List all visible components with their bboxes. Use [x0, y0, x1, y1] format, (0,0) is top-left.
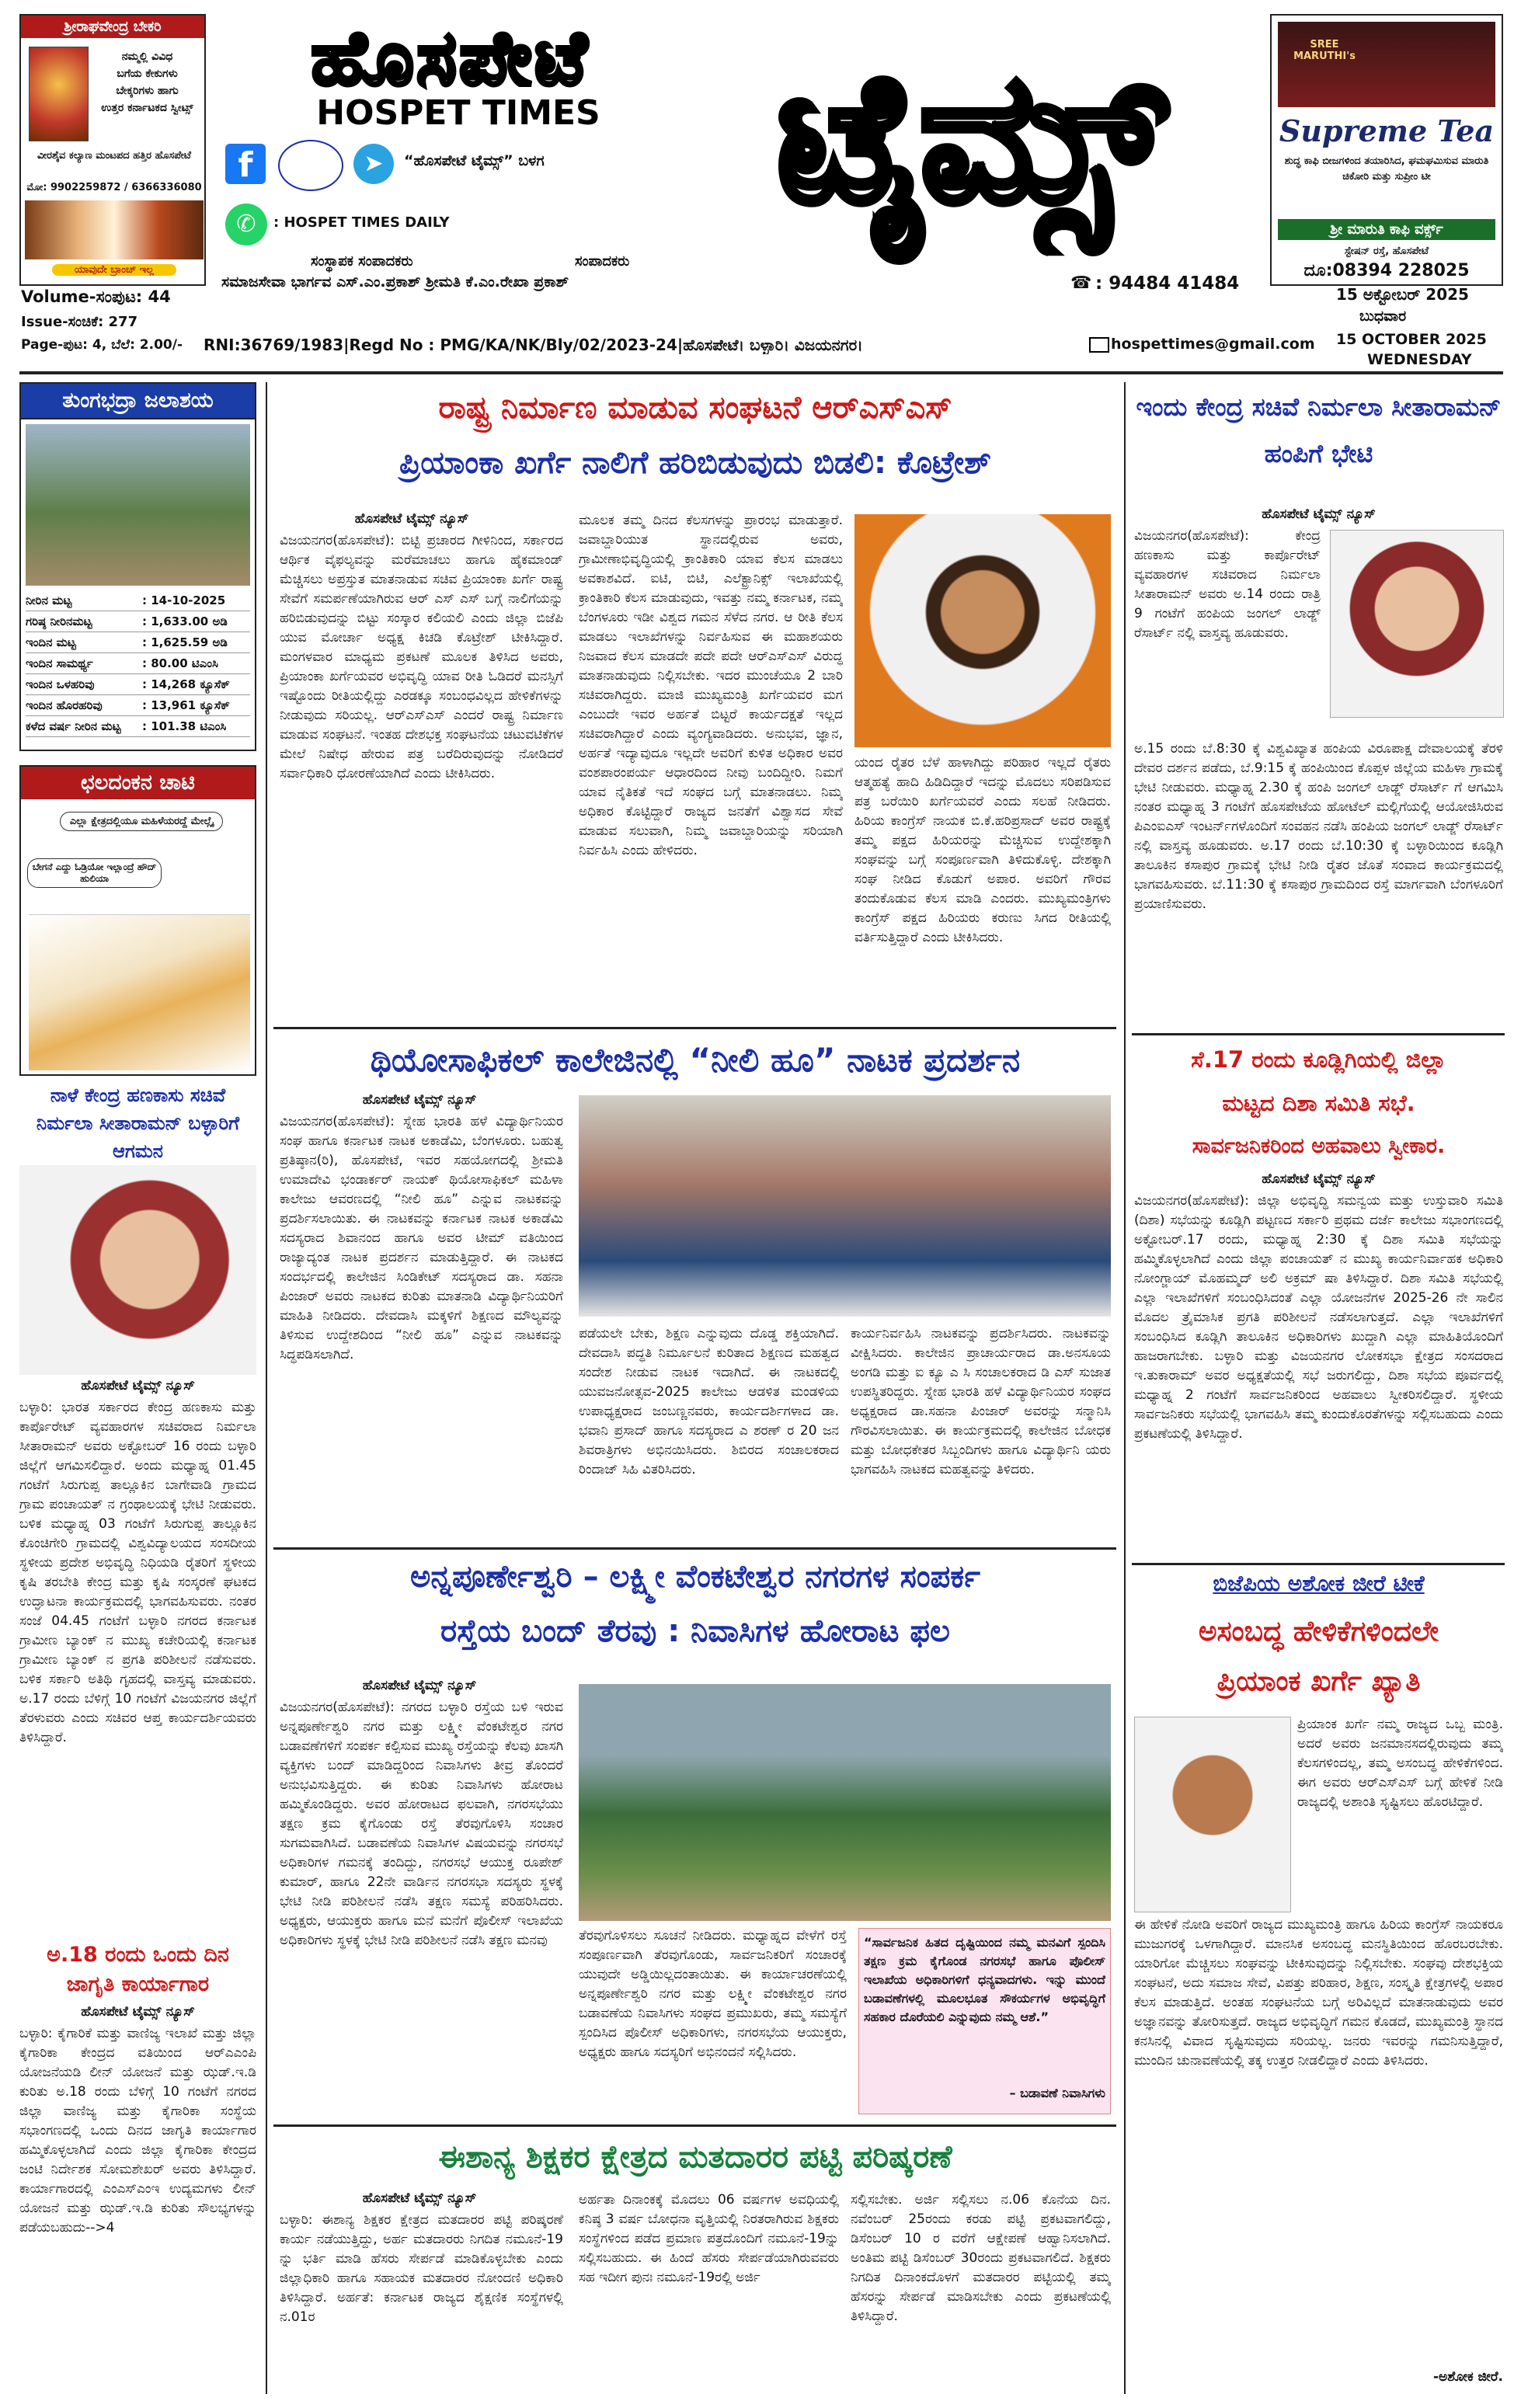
dam-row-label: ಇಂದಿನ ಒಳಹರಿವು: [26, 677, 95, 691]
dam-row-label: ಇಂದಿನ ಹೊರಹರಿವು: [26, 698, 103, 712]
hampi-body-1: ವಿಜಯನಗರ(ಹೊಸಪೇಟೆ): ಕೇಂದ್ರ ಹಣಕಾಸು ಮತ್ತು ಕಾರ್ಪೊರೇಟ್ ವ್ಯವಹಾರಗಳ ಸಚಿವರಾದ ನಿರ್ಮಲಾ ಸೀತಾರಾಮನ್ ಅವರು ಅ.14 ರಂದು ರಾತ್ರಿ 9 ಗಂಟೆಗೆ ಹಂಪಿಯ ಜಂಗಲ್ ಲಾಡ್ಜ್ ರೆಸಾರ್ಟ್ ನಲ್ಲಿ ವಾಸ್ತವ್ಯ ಹೂಡುವರು.: [1134, 528, 1321, 641]
voter-col1: ಬಳ್ಳಾರಿ: ಈಶಾನ್ಯ ಶಿಕ್ಷಕರ ಕ್ಷೇತ್ರದ ಮತದಾರರ ಪಟ್ಟಿ ಪರಿಷ್ಕರಣೆ ಕಾರ್ಯ ನಡೆಯುತ್ತಿದ್ದು, ಅರ್ಹ ಮತದಾರರು ನಿಗದಿತ ನಮೂನೆ-19 ನ್ನು ಭರ್ತಿ ಮಾಡಿ ಹೆಸರು ಸೇರ್ಪಡೆ ಮಾಡಿಕೊಳ್ಳಬೇಕು ಎಂದು ಜಿಲ್ಲಾಧಿಕಾರಿ ಹಾಗೂ ಸಹಾಯಕ ಮತದಾರರ ನೋಂದಣಿ ಅಧಿಕಾರಿ ತಿಳಿಸಿದ್ದಾರೆ. ಅರ್ಹತೆ: ಕರ್ನಾಟಕ ರಾಜ್ಯದ ಶೈಕ್ಷಣಿಕ ಸಂಸ್ಥೆಗಳಲ್ಲಿ ನ.01ರ: [280, 2212, 563, 2325]
section-rule: [1132, 1033, 1505, 1035]
dam-table-row: [26, 695, 250, 716]
dam-table-row: [26, 716, 250, 737]
bakery-ad-mobile: ಮೋ: 9902259872 / 6366336080: [26, 182, 202, 193]
road-quote-box: [858, 1928, 1111, 2114]
dam-table-row: [26, 632, 250, 653]
lead-col2: ಮೂಲಕ ತಮ್ಮ ದಿನದ ಕೆಲಸಗಳನ್ನು ಪ್ರಾರಂಭ ಮಾಡುತ್ತಾರೆ. ಜವಾಬ್ದಾರಿಯುತ ಸ್ಥಾನದಲ್ಲಿರುವ ಅವರು, ಗ್ರಾಮೀಣಾಭಿವೃದ್ಧಿಯಲ್ಲಿ ಕ್ರಾಂತಿಕಾರಿ ಯಾವ ಕೆಲಸ ಮಾಡಲು ಅವಕಾಶವಿದೆ. ಐಟಿ, ಬಿಟಿ, ಎಲೆಕ್ಟ್ರಾನಿಕ್ಸ್ ಇಲಾಖೆಯಲ್ಲಿ ಕ್ರಾಂತಿಕಾರಿ ಕೆಲಸ ಮಾಡುವುದು, ಇವತ್ತು ನಮ್ಮ ಕರ್ನಾಟಕ, ನಮ್ಮ ಬೆಂಗಳೂರು ಇಡೀ ವಿಶ್ವದ ಗಮನ ಸೆಳೆದ ನಗರ. ಆ ರೀತಿ ಕೆಲಸ ಮಾಡಲು ಇಲಾಖೆಗಳನ್ನು ನಿರ್ವಹಿಸುವ ಈ ಮಹಾಶಯರು ನಿಜವಾದ ಕೆಲಸ ಮಾಡದೇ ಪದೇ ಪದೇ ಆರ್‌ಎಸ್‌ಎಸ್ ವಿರುದ್ಧ ಮಾತನಾಡುವುದು ನಿಲ್ಲಿಸಬೇಕು. ಇದರ ಮುಂಚೆಯೂ 2 ಬಾರಿ ಸಚಿವರಾಗಿದ್ದರು. ಮಾಜಿ ಮುಖ್ಯಮಂತ್ರಿ ಖರ್ಗೆಯವರ ಮಗ ಎಂಬುದೇ ಇವರ ಅರ್ಹತೆ ಬಿಟ್ಟರೆ ಕಾರ್ಯದಕ್ಷತೆ ಇಲ್ಲದ ಸಚಿವರಾಗಿದ್ದಾರೆ ಎಂದು ವ್ಯಂಗ್ಯವಾಡಿದರು. ಅನುಭವ, ಜ್ಞಾನ, ಅರ್ಹತೆ ಇದ್ಯಾವುದೂ ಇಲ್ಲದೇ ಅವರಿಗೆ ಕುಳಿತ ಅಧಿಕಾರ ಅವರ ವಂಶಪಾರಂಪರ್ಯ ಆಧಾರದಿಂದ ನೀವು ಬಂದಿದ್ದೀರಿ. ನಿಮಗೆ ಯಾವ ನೈತಿಕತೆ ಇದೆ ಸಂಘದ ಬಗ್ಗೆ ಮಾತನಾಡಲು. ನಿಮ್ಮ ಅಧಿಕಾರ ಕೊಟ್ಟಿದ್ದಾರೆ ರಾಜ್ಯದ ಜನತೆಗೆ ವಿಶ್ವಾಸದ ಸೇವೆ ಮಾಡುವ ಸಲುವಾಗಿ, ನಿಮ್ಮ ಜವಾಬ್ದಾರಿಯನ್ನು ಸರಿಯಾಗಿ ನಿರ್ವಹಿಸಿ ಎಂದು ಹೇಳಿದರು.: [579, 513, 843, 858]
road-byline: ಹೊಸಪೇಟೆ ಟೈಮ್ಸ್ ನ್ಯೂಸ್: [362, 1678, 477, 1693]
tea-ad-product: Supreme Tea: [1279, 113, 1495, 148]
bjp-signoff: -ಅಶೋಕ ಜೀರೆ.: [1432, 2369, 1503, 2385]
theatre-photo: [579, 1095, 1111, 1317]
hampi-title: ಇಂದು ಕೇಂದ್ರ ಸಚಿವೆ ನಿರ್ಮಲಾ ಸೀತಾರಾಮನ್ ಹಂಪಿಗೆ ಭೇಟಿ: [1136, 392, 1502, 468]
hospet-times-badge-icon: [278, 140, 343, 191]
dam-row-value: : 14-10-2025: [142, 593, 226, 607]
dam-row-label: ನೀರಿನ ಮಟ್ಟ: [26, 593, 72, 607]
lead-col1: ವಿಜಯನಗರ(ಹೊಸಪೇಟೆ): ಬಿಟ್ಟಿ ಪ್ರಚಾರದ ಗೀಳಿನಿಂದ, ಸರ್ಕಾರದ ಆರ್ಥಿಕ ವೈಫಲ್ಯವನ್ನು ಮರೆಮಾಚಲು ಹಾಗೂ ಹೈಕಮಾಂಡ್ ಮೆಚ್ಚಿಸಲು ಅಪ್ರಸ್ತುತ ಮಾತನಾಡುವ ಸಚಿವ ಪ್ರಿಯಾಂಕಾ ಖರ್ಗೆ ರಾಷ್ಟ್ರ ಸೇವೆಗೆ ಸಮರ್ಪಣೆಯಾಗಿರುವ ಆರ್ ಎಸ್ ಎಸ್ ಬಗ್ಗೆ ನಾಲಿಗೆಯನ್ನು ಹರಿಬಿಡುವುದನ್ನು ಬಿಟ್ಟು ಸಂಸ್ಕಾರ ಕಲಿಯಲಿ ಎಂದು ಜಿಲ್ಲಾ ಬಿಜೆಪಿ ಯುವ ಮೋರ್ಚಾ ಅಧ್ಯಕ್ಷ ಕಿಚಡಿ ಕೊಟ್ರೇಶ್ ಟೀಕಿಸಿದ್ದಾರೆ. ಮಂಗಳವಾರ ಮಾಧ್ಯಮ ಪ್ರಕಟಣೆ ಮೂಲಕ ತಿಳಿಸಿದ ಅವರು, ಪ್ರಿಯಾಂಕಾ ಖರ್ಗೆಯವರ ಅಭಿವೃದ್ಧಿ ಯಾವ ರೀತಿ ಓಡಿದರೆ ಮನಸ್ಸಿಗೆ ಇಷ್ಟೊಂದು ರೀತಿಯಲ್ಲಿದ್ದು ಎರಡಕ್ಕೂ ಸಂಬಂಧವಿಲ್ಲದ ಹೇಳಿಕೆಗಳನ್ನು ನೀಡುವುದು ಸರಿಯಲ್ಲ. ಆರ್‌ಎಸ್‌ಎಸ್ ಎಂದರೆ ರಾಷ್ಟ್ರ ನಿರ್ಮಾಣ ಮಾಡುವ ಸಂಘಟನೆ. ಇಂತಹ ದೇಶಭಕ್ತ ಸಂಘಟನೆಯ ಚಟುವಟಿಕೆಗಳ ಮೇಲೆ ನಿಷೇಧ ಹೇರುವ ಪತ್ರ ಬರೆದಿರುವುದನ್ನು ನೋಡಿದರೆ ಸರ್ವಾಧಿಕಾರಿ ಧೋರಣೆಯಾಗಿದೆ ಎಂದು ಟೀಕಿಸಿದರು.: [280, 533, 563, 781]
page-price-label: Page-ಪುಟ: 4, ಬೆಲೆ: 2.00/-: [21, 337, 183, 353]
section-rule: [273, 2124, 1116, 2127]
dam-table-row: [26, 590, 250, 611]
day-kannada: ಬುಧವಾರ: [1359, 308, 1407, 325]
road-quote-attribution: – ಬಡಾವಣೆ ನಿವಾಸಿಗಳು: [1009, 2086, 1105, 2100]
bakery-ad-line: ಉತ್ತರ ಕರ್ನಾಟಕದ ಸ್ವೀಟ್ಸ್: [101, 102, 193, 114]
dam-table-row: [26, 674, 250, 695]
date-kannada: 15 ಅಕ್ಟೋಬರ್ 2025: [1336, 285, 1469, 304]
left-column-divider: [266, 382, 267, 2394]
tea-pack-photo: [1278, 22, 1495, 107]
phone-icon: ☎: [1070, 273, 1092, 293]
dam-row-value: : 80.00 ಟಿಎಂಸಿ: [142, 656, 218, 670]
kotresh-photo: [854, 514, 1111, 747]
phone-number: : 94484 41484: [1095, 273, 1240, 294]
bakery-ad-line: ಬಗೆಯ ಕೇಕುಗಳು: [117, 68, 178, 80]
dam-photo: [26, 424, 250, 586]
road-title-line1: ಅನ್ನಪೂರ್ಣೇಶ್ವರಿ – ಲಕ್ಷ್ಮೀ ವೆಂಕಟೇಶ್ವರ ನಗರಗಳ ಸಂಪರ್ಕ: [410, 1559, 980, 1595]
right-column-divider: [1124, 382, 1126, 2394]
voter-byline: ಹೊಸಪೇಟೆ ಟೈಮ್ಸ್ ನ್ಯೂಸ್: [362, 2191, 477, 2206]
bjp-title-line1: ಅಸಂಬದ್ಧ ಹೇಳಿಕೆಗಳಿಂದಲೇ: [1198, 1616, 1439, 1648]
theatre-col2: ಪಡೆಯಲೇ ಬೇಕು, ಶಿಕ್ಷಣ ಎನ್ನುವುದು ದೊಡ್ಡ ಶಕ್ತಿಯಾಗಿದೆ. ದೇವದಾಸಿ ಪದ್ಧತಿ ನಿರ್ಮೂಲನೆ ಕುರಿತಾದ ಶಿಕ್ಷಣದ ಮಹತ್ವದ ಸಂದೇಶ ನೀಡುವ ನಾಟಕ ಇದಾಗಿದೆ. ಈ ನಾಟಕದಲ್ಲಿ ಯುವಜನೋತ್ಸವ-2025 ಕಾಲೇಜು ಆಡಳಿತ ಮಂಡಳಿಯ ಉಪಾಧ್ಯಕ್ಷರಾದ ಜಂಬಣ್ಣನವರು, ಕಾರ್ಯದರ್ಶಿಗಳಾದ ಡಾ. ಭವಾನಿ ಪ್ರಸಾದ್ ಹಾಗೂ ಸದಸ್ಯರಾದ ಎ ಶರಣ್ ರ 20 ಜನ ಶಿವರಾತ್ರಿಗಳು ಅಭಿನಯಿಸಿದರು. ಶಿಬಿರದ ಸಂಚಾಲಕರಾದ ರಿಂದಾಜ್ ಸಿಹಿ ವಿತರಿಸಿದರು.: [579, 1326, 839, 1477]
tea-ad-shop: ಶ್ರೀ ಮಾರುತಿ ಕಾಫಿ ವರ್ಕ್ಸ್: [1278, 219, 1495, 240]
disha-body: ವಿಜಯನಗರ(ಹೊಸಪೇಟೆ): ಜಿಲ್ಲಾ ಅಭಿವೃದ್ಧಿ ಸಮನ್ವಯ ಮತ್ತು ಉಸ್ತುವಾರಿ ಸಮಿತಿ (ದಿಶಾ) ಸಭೆಯನ್ನು ಕೂಡ್ಲಿಗಿ ಪಟ್ಟಣದ ಸರ್ಕಾರಿ ಪ್ರಥಮ ದರ್ಜೆ ಕಾಲೇಜು ಸಭಾಂಗಣದಲ್ಲಿ ಅಕ್ಟೋಬರ್.17 ರಂದು, ಮಧ್ಯಾಹ್ನ 2:30 ಕ್ಕೆ ದಿಶಾ ಸಮಿತಿ ಸಭೆಯನ್ನು ಹಮ್ಮಿಕೊಳ್ಳಲಾಗಿದೆ ಎಂದು ಜಿಲ್ಲಾ ಪಂಚಾಯತ್ ನ ಮುಖ್ಯ ಕಾರ್ಯನಿರ್ವಾಹಕ ಅಧಿಕಾರಿ ನೋಂಗ್ಜಾಯ್ ಮೊಹಮ್ಮದ್ ಅಲಿ ಅಕ್ರಮ್ ಷಾ ತಿಳಿಸಿದ್ದಾರೆ. ದಿಶಾ ಸಮಿತಿ ಸಭೆಯಲ್ಲಿ ಎಲ್ಲಾ ಇಲಾಖೆಗಳಿಗೆ ಸಂಬಂಧಿಸಿದಂತೆ ಎಲ್ಲಾ ಯೋಜನೆಗಳ 2025-26 ನೇ ಸಾಲಿನ ಮೊದಲ ತ್ರೈಮಾಸಿಕ ಪ್ರಗತಿ ಪರಿಶೀಲನೆ ನಡೆಸಲಾಗುತ್ತದೆ. ಎಲ್ಲಾ ಇಲಾಖೆಗಳಿಗೆ ಸಂಬಂಧಿಸಿದ ಕೂಡ್ಲಿಗಿ ತಾಲೂಕಿನ ಅಧಿಕಾರಿಗಳು ಖುದ್ದಾಗಿ ಎಲ್ಲಾ ಮಾಹಿತಿಯೊಂದಿಗೆ ಹಾಜರಾಗಬೇಕು. ಬಳ್ಳಾರಿ ಮತ್ತು ವಿಜಯನಗರ ಲೋಕಸಭಾ ಕ್ಷೇತ್ರದ ಸಂಸದರಾದ ಇ.ತುಕಾರಾಮ್ ಅವರ ಅಧ್ಯಕ್ಷತೆಯಲ್ಲಿ ಸಭೆ ಜರುಗಲಿದ್ದು, ದಿಶಾ ಸಭೆಯ ಪೂರ್ವದಲ್ಲಿ ಮಧ್ಯಾಹ್ನ 2 ಗಂಟೆಗೆ ಸಾರ್ವಜನಿಕರಿಂದ ಅಹವಾಲು ಸ್ವೀಕರಿಸಲಿದ್ದಾರೆ. ಸ್ಥಳೀಯ ಸಾರ್ವಜನಿಕರು ಸಭೆಯಲ್ಲಿ ಭಾಗವಹಿಸಿ ತಮ್ಮ ಕುಂದುಕೊರತೆಗಳನ್ನು ಸಲ್ಲಿಸಬಹುದು ಎಂದು ಪ್ರಕಟಣೆಯಲ್ಲಿ ತಿಳಿಸಿದ್ದಾರೆ.: [1134, 1193, 1503, 1442]
registration-line: RNI:36769/1983|Regd No : PMG/KA/NK/Bly/02/2023-24|ಹೊಸಪೇಟೆ। ಬಳ್ಳಾರಿ। ವಿಜಯನಗರ।: [204, 336, 863, 354]
theatre-col1: ವಿಜಯನಗರ(ಹೊಸಪೇಟೆ): ಸ್ನೇಹ ಭಾರತಿ ಹಳೆ ವಿದ್ಯಾರ್ಥಿನಿಯರ ಸಂಘ ಹಾಗೂ ಕರ್ನಾಟಕ ನಾಟಕ ಅಕಾಡೆಮಿ, ಬೆಂಗಳೂರು. ಬಹುತ್ವ ಪ್ರತಿಷ್ಠಾನ(ರಿ), ಹೊಸಪೇಟೆ, ಇವರ ಸಹಯೋಗದಲ್ಲಿ ಶ್ರೀಮತಿ ಉಮಾದೇವಿ ಭಂಡಾರ್ಕರ್ ನಾಯಕ್ ಥಿಯೋಸಾಫಿಕಲ್ ಮಹಿಳಾ ಕಾಲೇಜು ಆವರಣದಲ್ಲಿ “ನೀಲಿ ಹೂ” ಎನ್ನುವ ನಾಟಕವನ್ನು ಪ್ರದರ್ಶಿಸಲಾಯಿತು. ಈ ನಾಟಕವನ್ನು ಕರ್ನಾಟಕ ನಾಟಕ ಅಕಾಡೆಮಿ ಸದಸ್ಯರಾದ ಶಿವಾನಂದ ಹಾಗೂ ಅವರ ಟೀಮ್ ವತಿಯಿಂದ ರಾಜ್ಯಾದ್ಯಂತ ನಾಟಕ ಪ್ರದರ್ಶನ ಮಾಡುತ್ತಿದ್ದಾರೆ. ಈ ನಾಟಕದ ಸಂದರ್ಭದಲ್ಲಿ ಕಾಲೇಜಿನ ಸಿಂಡಿಕೇಟ್ ಸದಸ್ಯರಾದ ಡಾ. ಸಹನಾ ಪಿಂಜಾರ್ ಅವರು ನಾಟಕದ ಕುರಿತು ಮಾತನಾಡಿ ವಿದ್ಯಾರ್ಥಿನಿಯರಿಗೆ ಮಾಹಿತಿ ನೀಡಿದರು. ದೇವದಾಸಿ ಮಕ್ಕಳಿಗೆ ಶಿಕ್ಷಣದ ಮೌಲ್ಯವನ್ನು ತಿಳಿಸುವ ಉದ್ದೇಶದಿಂದ “ನೀಲಿ ಹೂ” ಎನ್ನುವ ನಾಟಕವನ್ನು ಸಿದ್ಧಪಡಿಸಲಾಗಿದೆ.: [280, 1114, 563, 1362]
cartoon-title: ಛಲದಂಕನ ಚಾಟಿ: [21, 767, 255, 799]
bakery-ad-line: ಬೇಕ್ಕರಿಗಳು ಹಾಗು: [116, 85, 179, 97]
dam-title: ತುಂಗಭದ್ರಾ ಜಲಾಶಯ: [21, 384, 255, 419]
disha-title-line1: ಸೆ.17 ರಂದು ಕೂಡ್ಲಿಗಿಯಲ್ಲಿ ಜಿಲ್ಲಾ: [1191, 1046, 1446, 1073]
ashok-jeere-photo: [1134, 1717, 1291, 1912]
masthead-english-title: HOSPET TIMES: [316, 93, 600, 133]
email-address[interactable]: hospettimes@gmail.com: [1111, 336, 1315, 353]
jail-story-title: ಅ.18 ರಂದು ಒಂದು ದಿನ ಜಾಗೃತಿ ಕಾರ್ಯಾಗಾರ: [47, 1943, 229, 1996]
founder-editors-label: ಸಂಸ್ಥಾಪಕ ಸಂಪಾದಕರು: [311, 253, 413, 270]
masthead-rule: [19, 371, 1503, 374]
jail-story-body: ಬಳ್ಳಾರಿ: ಕೈಗಾರಿಕೆ ಮತ್ತು ವಾಣಿಜ್ಯ ಇಲಾಖೆ ಮತ್ತು ಜಿಲ್ಲಾ ಕೈಗಾರಿಕಾ ಕೇಂದ್ರದ ವತಿಯಿಂದ ಆರ್‌ಎಎಂಪಿ ಯೋಜನೆಯಡಿ ಲೀನ್ ಯೋಜನೆ ಮತ್ತು ಝಡ್.ಇ.ಡಿ ಕುರಿತು ಅ.18 ರಂದು ಬೆಳಿಗ್ಗೆ 10 ಗಂಟೆಗೆ ನಗರದ ಜಿಲ್ಲಾ ವಾಣಿಜ್ಯ ಮತ್ತು ಕೈಗಾರಿಕಾ ಸಂಸ್ಥೆಯ ಸಭಾಂಗಣದಲ್ಲಿ ಒಂದು ದಿನದ ಜಾಗೃತಿ ಕಾರ್ಯಾಗಾರ ಹಮ್ಮಿಕೊಳ್ಳಲಾಗಿದೆ ಎಂದು ಜಿಲ್ಲಾ ಕೈಗಾರಿಕಾ ಕೇಂದ್ರದ ಜಂಟಿ ನಿರ್ದೇಶಕ ಸೋಮಶೇಖರ್ ಅವರು ತಿಳಿಸಿದ್ದಾರೆ. ಕಾರ್ಯಾಗಾರದಲ್ಲಿ ಎಂಎಸ್‌ಎಂಇ ಉದ್ಯಮಗಳು ಲೀನ್ ಯೋಜನೆ ಮತ್ತು ಝಡ್.ಇ.ಡಿ ಕುರಿತು ಸೌಲಭ್ಯಗಳನ್ನು ಪಡೆಯಬಹುದು-->4: [19, 2026, 256, 2236]
hampi-byline: ಹೊಸಪೇಟೆ ಟೈಮ್ಸ್ ನ್ಯೂಸ್: [1262, 506, 1376, 522]
road-photo: [579, 1684, 1111, 1921]
road-title-line2: ರಸ್ತೆಯ ಬಂದ್ ತೆರವು : ನಿವಾಸಿಗಳ ಹೋರಾಟ ಫಲ: [440, 1613, 950, 1649]
nirmala-photo-left: [19, 1165, 256, 1375]
bjp-kicker: ಬಿಜೆಪಿಯ ಅಶೋಕ ಜೀರೆ ಟೀಕೆ: [1213, 1571, 1425, 1596]
date-english: 15 OCTOBER 2025: [1336, 331, 1487, 348]
section-rule: [273, 1547, 1116, 1550]
lead-title-line1: ರಾಷ್ಟ್ರ ನಿರ್ಮಾಣ ಮಾಡುವ ಸಂಘಟನೆ ಆರ್‌ಎಸ್‌ಎಸ್: [438, 390, 952, 426]
disha-byline: ಹೊಸಪೇಟೆ ಟೈಮ್ಸ್ ನ್ಯೂಸ್: [1262, 1171, 1376, 1187]
cartoon-drawing: [29, 914, 250, 1070]
masthead-times-logo: ಟೈಮ್ಸ್: [777, 35, 1165, 242]
dam-row-label: ಇಂದಿನ ಮಟ್ಟ: [26, 635, 76, 649]
issue-label: Issue-ಸಂಚಿಕೆ: 277: [21, 314, 138, 330]
left-story-title: ನಾಳೆ ಕೇಂದ್ರ ಹಣಕಾಸು ಸಚಿವೆ ನಿರ್ಮಲಾ ಸೀತಾರಾಮನ್ ಬಳ್ಳಾರಿಗೆ ಆಗಮನ: [36, 1084, 240, 1162]
theatre-byline: ಹೊಸಪೇಟೆ ಟೈಮ್ಸ್ ನ್ಯೂಸ್: [362, 1092, 477, 1108]
cartoon-speech: ಬೇಗನೆ ಎದ್ದು ಓಡ್ರಿಯೋ ಇಲ್ಲಾಂದ್ರೆ ಹೌದ್ ಹುಲಿಯಾ: [27, 858, 162, 888]
section-rule: [273, 1027, 1116, 1029]
dam-row-value: : 14,268 ಕ್ಯೂಸೆಕ್: [142, 677, 230, 691]
lead-title-line2: ಪ್ರಿಯಾಂಕಾ ಖರ್ಗೆ ನಾಲಿಗೆ ಹರಿಬಿಡುವುದು ಬಿಡಲಿ: ಕೊಟ್ರೇಶ್: [399, 445, 991, 481]
cake-photo: [25, 200, 204, 259]
dam-row-label: ಗರಿಷ್ಠ ನೀರಿನಮಟ್ಟ: [26, 614, 92, 628]
dam-row-value: : 101.38 ಟಿಎಂಸಿ: [142, 719, 227, 733]
road-col1: ವಿಜಯನಗರ(ಹೊಸಪೇಟೆ): ನಗರದ ಬಳ್ಳಾರಿ ರಸ್ತೆಯ ಬಳಿ ಇರುವ ಅನ್ನಪೂರ್ಣೇಶ್ವರಿ ನಗರ ಮತ್ತು ಲಕ್ಷ್ಮೀ ವೆಂಕಟೇಶ್ವರ ನಗರ ಬಡಾವಣೆಗಳಿಗೆ ಸಂಪರ್ಕ ಕಲ್ಪಿಸುವ ಮುಖ್ಯ ರಸ್ತೆಯನ್ನು ಕೆಲವು ಖಾಸಗಿ ವ್ಯಕ್ತಿಗಳು ಬಂದ್ ಮಾಡಿದ್ದರಿಂದ ನಿವಾಸಿಗಳು ತೀವ್ರ ತೊಂದರೆ ಅನುಭವಿಸುತ್ತಿದ್ದರು. ಈ ಕುರಿತು ನಿವಾಸಿಗಳು ಹೋರಾಟ ಹಮ್ಮಿಕೊಂಡಿದ್ದರು. ಅವರ ಹೋರಾಟದ ಫಲವಾಗಿ, ನಗರಸಭೆಯು ತಕ್ಷಣ ಕ್ರಮ ಕೈಗೊಂಡು ರಸ್ತೆ ತೆರವುಗೊಳಿಸಿ ಸಂಚಾರ ಸುಗಮವಾಗಿಸಿದೆ. ಬಡಾವಣೆಯ ನಿವಾಸಿಗಳ ವಿಷಯವನ್ನು ನಗರಸಭೆ ಅಧಿಕಾರಿಗಳ ಗಮನಕ್ಕೆ ತಂದಿದ್ದು, ನಗರಸಭೆ ಆಯುಕ್ತ ರೂಪೇಶ್ ಕುಮಾರ್, ಹಾಗೂ 22ನೇ ವಾರ್ಡಿನ ನಗರಸಭಾ ಸದಸ್ಯರು ಸ್ಥಳಕ್ಕೆ ಭೇಟಿ ನೀಡಿ ಪರಿಶೀಲನೆ ನಡೆಸಿ ತಕ್ಷಣ ಸಮಸ್ಯೆ ಪರಿಹರಿಸಿದರು. ಅಧ್ಯಕ್ಷರು, ಆಯುಕ್ತರು ಹಾಗೂ ಮನೆ ಮನೆಗೆ ಪೊಲೀಸ್ ಇಲಾಖೆಯ ಅಧಿಕಾರಿಗಳು ಸ್ಥಳಕ್ಕೆ ಭೇಟಿ ನೀಡಿ ಪರಿಶೀಲನೆ ನಡೆಸಿ ತಕ್ಷಣ ಮನವು: [280, 1700, 563, 1948]
whatsapp-icon[interactable]: ✆: [225, 204, 267, 245]
editor-label: ಸಂಪಾದಕರು: [575, 253, 630, 270]
tea-ad-address: ಸ್ಟೇಷನ್ ರಸ್ತೆ, ಹೊಸಪೇಟೆ: [1344, 245, 1429, 257]
voter-col3: ಸಲ್ಲಿಸಬೇಕು. ಅರ್ಜಿ ಸಲ್ಲಿಸಲು ನ.06 ಕೊನೆಯ ದಿನ. ನವೆಂಬರ್ 25ರಂದು ಕರಡು ಪಟ್ಟಿ ಪ್ರಕಟವಾಗಲಿದ್ದು, ಡಿಸೆಂಬರ್ 10 ರ ವರೆಗೆ ಆಕ್ಷೇಪಣೆ ಆಹ್ವಾನಿಸಲಾಗಿದೆ. ಅಂತಿಮ ಪಟ್ಟಿ ಡಿಸೆಂಬರ್ 30ರಂದು ಪ್ರಕಟವಾಗಲಿದೆ. ಶಿಕ್ಷಕರು ನಿಗದಿತ ದಿನಾಂಕದೊಳಗೆ ಮತದಾರರ ಪಟ್ಟಿಯಲ್ಲಿ ತಮ್ಮ ಹೆಸರನ್ನು ಸೇರ್ಪಡೆ ಮಾಡಿಸಬೇಕು ಎಂದು ಪ್ರಕಟಣೆಯಲ್ಲಿ ತಿಳಿಸಿದ್ದಾರೆ.: [851, 2192, 1111, 2324]
dam-table-row: [26, 611, 250, 632]
tea-ad-desc: ಶುದ್ಧ ಕಾಫಿ ಬೀಜಗಳಿಂದ ತಯಾರಿಸಿದ, ಘಮಘಮಿಸುವ ಮಾರುತಿ ಚಿಕೋರಿ ಮತ್ತು ಸುಪ್ರೀಂ ಟೀ: [1284, 155, 1489, 183]
dam-row-value: : 1,633.00 ಅಡಿ: [142, 614, 228, 628]
email-icon: [1089, 337, 1109, 353]
left-story-byline: ಹೊಸಪೇಟೆ ಟೈಮ್ಸ್ ನ್ಯೂಸ್: [81, 1378, 195, 1394]
hampi-body-2: ಅ.15 ರಂದು ಬೆ.8:30 ಕ್ಕೆ ವಿಶ್ವವಿಖ್ಯಾತ ಹಂಪಿಯ ವಿರೂಪಾಕ್ಷ ದೇವಾಲಯಕ್ಕೆ ತೆರಳಿ ದೇವರ ದರ್ಶನ ಪಡೆದು, ಬೆ.9:15 ಕ್ಕೆ ಹಂಪಿಯಿಂದ ಕೊಪ್ಪಳ ಜಿಲ್ಲೆಯ ಮಹಿಳಾ ಗ್ರಾಮಕ್ಕೆ ಭೇಟಿ ನೀಡುವರು. ಮಧ್ಯಾಹ್ನ 2.30 ಕ್ಕೆ ಹಂಪಿ ಜಂಗಲ್ ಲಾಡ್ಜ್ ರೆಸಾರ್ಟ್ ಗೆ ಆಗಮಿಸಿ ನಂತರ ಮಧ್ಯಾಹ್ನ 3 ಗಂಟೆಗೆ ಹೊಸಪೇಟೆಯ ಹೋಟೆಲ್ ಮಲ್ಲಿಗೆಯಲ್ಲಿ ಆಯೋಜಿಸಿರುವ ಪಿಎಂಐಎಸ್ ಇಂಟರ್ನ್‌ಗಳೊಂದಿಗೆ ಸಂವಹನ ನಡೆಸಿ ಹಂಪಿಯ ಜಂಗಲ್ ಲಾಡ್ಜ್ ರೆಸಾರ್ಟ್ ನಲ್ಲಿ ವಾಸ್ತವ್ಯ ಹೂಡುವರು. ಅ.17 ರಂದು ಬೆ.10:30 ಕ್ಕೆ ಬಳ್ಳಾರಿಯಿಂದ ಕೂಡ್ಲಿಗಿ ತಾಲೂಕಿನ ಕಸಾಪುರ ಗ್ರಾಮಕ್ಕೆ ಭೇಟಿ ನೀಡಿ ರೈತರ ಜೊತೆ ಸಂವಾದ ಕಾರ್ಯಕ್ರಮದಲ್ಲಿ ಭಾಗವಹಿಸುವರು. ಬೆ.11:30 ಕ್ಕೆ ಕಸಾಪುರ ಗ್ರಾಮದಿಂದ ರಸ್ತೆ ಮಾರ್ಗವಾಗಿ ಬೆಂಗಳೂರಿಗೆ ಪ್ರಯಾಣಿಸುವರು.: [1134, 741, 1503, 912]
day-english: WEDNESDAY: [1367, 351, 1472, 368]
telegram-icon[interactable]: ➤: [353, 144, 394, 184]
theatre-title: ಥಿಯೋಸಾಫಿಕಲ್ ಕಾಲೇಜಿನಲ್ಲಿ “ನೀಲಿ ಹೂ” ನಾಟಕ ಪ್ರದರ್ಶನ: [370, 1041, 1021, 1079]
tea-ad-phone: ದೂ:08394 228025: [1303, 261, 1470, 280]
left-story-body: ಬಳ್ಳಾರಿ: ಭಾರತ ಸರ್ಕಾರದ ಕೇಂದ್ರ ಹಣಕಾಸು ಮತ್ತು ಕಾರ್ಪೊರೇಟ್ ವ್ಯವಹಾರಗಳ ಸಚಿವರಾದ ನಿರ್ಮಲಾ ಸೀತಾರಾಮನ್ ಅವರು ಅಕ್ಟೋಬರ್ 16 ರಂದು ಬಳ್ಳಾರಿ ಜಿಲ್ಲೆಗೆ ಆಗಮಿಸಲಿದ್ದಾರೆ. ಅಂದು ಮಧ್ಯಾಹ್ನ 01.45 ಗಂಟೆಗೆ ಸಿರುಗುಪ್ಪ ತಾಲ್ಲೂಕಿನ ಬಾಗೇವಾಡಿ ಗ್ರಾಮದ ಗ್ರಾಮ ಪಂಚಾಯತ್ ನ ಗ್ರಂಥಾಲಯಕ್ಕೆ ಭೇಟಿ ನೀಡುವರು. ಬಳಿಕ ಮಧ್ಯಾಹ್ನ 03 ಗಂಟೆಗೆ ಸಿರುಗುಪ್ಪ ತಾಲ್ಲೂಕಿನ ಕೊಂಚಿಗೇರಿ ಗ್ರಾಮದಲ್ಲಿ ವಿಶ್ವವಿದ್ಯಾಲಯದ ಸಂಸದೀಯ ಸ್ಥಳೀಯ ಪ್ರದೇಶ ಅಭಿವೃದ್ಧಿ ನಿಧಿಯಡಿ ರೈತರಿಗೆ ಸ್ಥಳೀಯ ಕೃಷಿ ತರಬೇತಿ ಕೇಂದ್ರ ಮತ್ತು ಕೃಷಿ ಸಂಸ್ಕರಣೆ ಘಟಕದ ಉದ್ಘಾಟನಾ ಕಾರ್ಯಕ್ರಮದಲ್ಲಿ ಭಾಗವಹಿಸುವರು. ನಂತರ ಸಂಜೆ 04.45 ಗಂಟೆಗೆ ಬಳ್ಳಾರಿ ನಗರದ ಕರ್ನಾಟಕ ಗ್ರಾಮೀಣ ಬ್ಯಾಂಕ್ ನ ಮುಖ್ಯ ಕಚೇರಿಯಲ್ಲಿ ಕರ್ನಾಟಕ ಗ್ರಾಮೀಣ ಬ್ಯಾಂಕ್ ನ ಪ್ರಗತಿ ಪರಿಶೀಲನೆ ನಡೆಸುವರು. ಬಳಿಕ ಸರ್ಕಾರಿ ಅತಿಥಿ ಗೃಹದಲ್ಲಿ ವಾಸ್ತವ್ಯ ಮಾಡುವರು. ಅ.17 ರಂದು ಬೆಳಿಗ್ಗೆ 10 ಗಂಟೆಗೆ ವಿಜಯನಗರ ಜಿಲ್ಲೆಗೆ ತೆರಳುವರು ಎಂದು ಸಚಿವರ ಆಪ್ತ ಕಾರ್ಯದರ್ಶಿಯವರು ತಿಳಿಸಿದ್ದಾರೆ.: [19, 1400, 256, 1745]
masthead-kannada-title: ಹೊಸಪೇಟೆ: [311, 15, 590, 102]
bakery-ad[interactable]: [19, 14, 206, 286]
road-col2: ತೆರವುಗೊಳಿಸಲು ಸೂಚನೆ ನೀಡಿದರು. ಮಧ್ಯಾಹ್ನದ ವೇಳೆಗೆ ರಸ್ತೆ ಸಂಪೂರ್ಣವಾಗಿ ತೆರವುಗೊಂಡು, ಸಾರ್ವಜನಿಕರಿಗೆ ಸಂಚಾರಕ್ಕೆ ಯುವುದೇ ಅಡ್ಡಿಯಿಲ್ಲದಂತಾಯಿತು. ಈ ಕಾರ್ಯಾಚರಣೆಯಲ್ಲಿ ಅನ್ನಪೂರ್ಣೇಶ್ವರಿ ನಗರ ಮತ್ತು ಲಕ್ಷ್ಮೀ ವೆಂಕಟೇಶ್ವರ ನಗರ ಬಡಾವಣೆಯ ನಿವಾಸಿಗಳು ಸಂಘದ ಪ್ರಮುಖರು, ತಮ್ಮ ಸಮಸ್ಯೆಗೆ ಸ್ಪಂದಿಸಿದ ಪೊಲೀಸ್ ಅಧಿಕಾರಿಗಳು, ನಗರಸಭೆಯ ಆಯುಕ್ತರು, ಅಧ್ಯಕ್ಷರು ಹಾಗೂ ಸದಸ್ಯರಿಗೆ ಅಭಿನಂದನೆ ಸಲ್ಲಿಸಿದರು.: [579, 1928, 847, 2060]
bakery-ad-title: ಶ್ರೀರಾಘವೇಂದ್ರ ಬೇಕರಿ: [21, 16, 204, 38]
bakery-ad-address: ವೀರಶೈವ ಕಲ್ಯಾಣ ಮಂಟಪದ ಹತ್ತಿರ ಹೊಸಪೇಟೆ: [37, 150, 191, 162]
cartoon-caption: ಎಲ್ಲಾ ಕ್ಷೇತ್ರದಲ್ಲಿಯೂ ಮಹಿಳೆಯರದ್ದೆ ಮೇಲ್ಗೈ: [60, 812, 223, 831]
section-rule: [1132, 1563, 1505, 1565]
dam-row-value: : 13,961 ಕ್ಯೂಸೆಕ್: [142, 698, 230, 712]
bakery-ad-footer: ಯಾವುದೇ ಬ್ರಾಂಚ್ ಇಲ್ಲ: [52, 264, 176, 276]
nirmala-photo-right: [1330, 530, 1504, 718]
lead-byline: ಹೊಸಪೇಟೆ ಟೈಮ್ಸ್ ನ್ಯೂಸ್: [354, 511, 469, 527]
lead-col3: ಯಂದ ರೈತರ ಬೆಳೆ ಹಾಳಾಗಿದ್ದು ಪರಿಹಾರ ಇಲ್ಲದೆ ರೈತರು ಆತ್ಮಹತ್ಯೆ ಹಾದಿ ಹಿಡಿದಿದ್ದಾರೆ ಇದನ್ನು ಮೊದಲು ಸರಿಪಡಿಸುವ ಪತ್ರ ಬರೆಯಿರಿ ಖರ್ಗೆಯವರೆ ಎಂದು ಸಲಹೆ ನೀಡಿದರು. ಹಿರಿಯ ಕಾಂಗ್ರೆಸ್ ನಾಯಕ ಬಿ.ಕೆ.ಹರಿಪ್ರಸಾದ್ ಅವರ ರಾಷ್ಟ್ರಕ್ಕೆ ತಮ್ಮ ಪಕ್ಷದ ಹಿರಿಯರನ್ನು ಮೆಚ್ಚಿಸುವ ಉದ್ದೇಶಕ್ಕಾಗಿ ಸಂಘವನ್ನು ಬಗ್ಗೆ ಸಂಪೂರ್ಣವಾಗಿ ತಿಳಿದುಕೊಳ್ಳಿ. ದೇಶಕ್ಕಾಗಿ ಸಂಘ ನೀಡಿದ ಕೊಡುಗೆ ಅಪಾರ. ಅವರಿಗೆ ಗೌರವ ತಂದುಕೊಡುವ ಕೆಲಸ ಮಾಡಿ ಎಂದರು. ಮುಖ್ಯಮಂತ್ರಿಗಳು ಕಾಂಗ್ರೆಸ್ ಪಕ್ಷದ ಹಿರಿಯರು ಕರುಣು ಸಿಗದ ರೀತಿಯಲ್ಲಿ ವರ್ತಿಸುತ್ತಿದ್ದಾರೆ ಎಂದು ಟೀಕಿಸಿದರು.: [854, 755, 1111, 945]
bjp-body-1: ಪ್ರಿಯಾಂಕ ಖರ್ಗೆ ನಮ್ಮ ರಾಜ್ಯದ ಒಬ್ಬ ಮಂತ್ರಿ. ಅದರೆ ಅವರು ಜನಮಾನಸದಲ್ಲಿರುವುದು ತಮ್ಮ ಕೆಲಸಗಳಿಂದಲ್ಲ, ತಮ್ಮ ಅಸಂಬದ್ಧ ಹೇಳಿಕೆಗಳಿಂದ. ಈಗ ಅವರು ಆರ್‌ಎಸ್‌ಎಸ್ ಬಗ್ಗೆ ಹೇಳಿಕೆ ನೀಡಿ ರಾಜ್ಯದಲ್ಲಿ ಅಶಾಂತಿ ಸೃಷ್ಟಿಸಲು ಹೊರಟಿದ್ದಾರೆ.: [1297, 1717, 1503, 1810]
bjp-body-2: ಈ ಹೇಳಿಕೆ ನೋಡಿ ಅವರಿಗೆ ರಾಜ್ಯದ ಮುಖ್ಯಮಂತ್ರಿ ಹಾಗೂ ಹಿರಿಯ ಕಾಂಗ್ರೆಸ್ ನಾಯಕರೂ ಮುಜುಗರಕ್ಕೆ ಒಳಗಾಗಿದ್ದಾರೆ. ಮಾನಸಿಕ ಅಸಂಬದ್ಧ ಮನಸ್ಥಿತಿಯಿಂದ ಹೊರಬರಬೇಕು. ಯಾರಿಗೋ ಮೆಚ್ಚಿಸಲು ಸಂಘವನ್ನು ಟೀಕಿಸುವುದನ್ನು ನಿಲ್ಲಿಸಬೇಕು. ಸಂಘವು ದೇಶಭಕ್ತಿಯ ಸಂಘಟನೆ, ಅದು ಸಮಾಜ ಸೇವೆ, ವಿಪತ್ತು ಪರಿಹಾರ, ಶಿಕ್ಷಣ, ಸಂಸ್ಕೃತಿ ಕ್ಷೇತ್ರಗಳಲ್ಲಿ ಅಪಾರ ಕೆಲಸ ಮಾಡುತ್ತಿದೆ. ಅಂತಹ ಸಂಘಟನೆಯ ಬಗ್ಗೆ ಅರಿವಿಲ್ಲದೆ ಮಾತನಾಡುವುದು ಅವರ ಅಜ್ಞಾನವನ್ನು ತೋರಿಸುತ್ತದೆ. ರಾಜ್ಯದ ಅಭಿವೃದ್ಧಿಗೆ ಗಮನ ಕೊಡದೆ, ಮುಖ್ಯಮಂತ್ರಿ ಸ್ಥಾನದ ಕನಸಿನಲ್ಲಿ ವಿವಾದ ಸೃಷ್ಟಿಸುವುದು ಸರಿಯಲ್ಲ. ಜನರು ಇವರನ್ನು ಗಮನಿಸುತ್ತಿದ್ದಾರೆ, ಮುಂದಿನ ಚುನಾವಣೆಯಲ್ಲಿ ತಕ್ಕ ಉತ್ತರ ನೀಡಲಿದ್ದಾರೆ ಎಂದು ತಿಳಿಸಿದರು.: [1134, 1917, 1503, 2069]
tea-ad-brand: SREE MARUTHI's: [1293, 39, 1356, 62]
bjp-title-line2: ಪ್ರಿಯಾಂಕ ಖರ್ಗೆ ಖ್ಯಾತಿ: [1216, 1665, 1421, 1697]
bakery-ad-line: ನಮ್ಮಲ್ಲಿ ವಿವಿಧ: [121, 50, 173, 63]
dam-row-value: : 1,625.59 ಅಡಿ: [142, 635, 228, 649]
deity-icon: [29, 47, 89, 141]
dam-table-row: [26, 653, 250, 674]
disha-title-line2: ಮಟ್ಟದ ದಿಶಾ ಸಮಿತಿ ಸಭೆ.: [1222, 1090, 1415, 1116]
volume-label: Volume-ಸಂಪುಟ: 44: [21, 287, 171, 306]
editors-names: ಸಮಾಜಸೇವಾ ಭಾರ್ಗವ ಎಸ್.ಎಂ.ಪ್ರಕಾಶ್ ಶ್ರೀಮತಿ ಕೆ.ಎಂ.ರೇಖಾ ಪ್ರಕಾಶ್: [221, 273, 569, 291]
voter-col2: ಅರ್ಹತಾ ದಿನಾಂಕಕ್ಕೆ ಮೊದಲು 06 ವರ್ಷಗಳ ಅವಧಿಯಲ್ಲಿ ಕನಿಷ್ಠ 3 ವರ್ಷ ಬೋಧನಾ ವೃತ್ತಿಯಲ್ಲಿ ನಿರತರಾಗಿರುವ ಶಿಕ್ಷಕರು ಸಂಸ್ಥೆಗಳಿಂದ ಪಡೆದ ಪ್ರಮಾಣ ಪತ್ರದೊಂದಿಗೆ ನಮೂನೆ-19ನ್ನು ಸಲ್ಲಿಸಬಹುದು. ಈ ಹಿಂದೆ ಹೆಸರು ಸೇರ್ಪಡೆಯಾಗಿರುವವರು ಸಹ ಇದೀಗ ಪುನಃ ನಮೂನೆ-19ರಲ್ಲಿ ಅರ್ಜಿ: [579, 2192, 839, 2285]
jail-story-byline: ಹೊಸಪೇಟೆ ಟೈಮ್ಸ್ ನ್ಯೂಸ್: [81, 2004, 195, 2020]
road-quote: “ಸಾರ್ವಜನಿಕ ಹಿತದ ದೃಷ್ಟಿಯಿಂದ ನಮ್ಮ ಮನವಿಗೆ ಸ್ಪಂದಿಸಿ ತಕ್ಷಣ ಕ್ರಮ ಕೈಗೊಂಡ ನಗರಸಭೆ ಹಾಗೂ ಪೊಲೀಸ್ ಇಲಾಖೆಯ ಅಧಿಕಾರಿಗಳಿಗೆ ಧನ್ಯವಾದಗಳು. ಇನ್ನು ಮುಂದೆ ಬಡಾವಣೆಗಳಲ್ಲಿ ಮೂಲಭೂತ ಸೌಕರ್ಯಗಳ ಅಭಿವೃದ್ಧಿಗೆ ಸಹಕಾರ ದೊರೆಯಲಿ ಎನ್ನುವುದು ನಮ್ಮ ಆಶೆ.”: [864, 1935, 1105, 2024]
dam-box: [19, 382, 256, 751]
facebook-icon[interactable]: f: [225, 144, 266, 184]
whatsapp-label: : HOSPET TIMES DAILY: [273, 214, 450, 231]
dam-row-label: ಇಂದಿನ ಸಾಮರ್ಥ್ಯ: [26, 656, 93, 670]
theatre-col3: ಕಾರ್ಯನಿರ್ವಹಿಸಿ ನಾಟಕವನ್ನು ಪ್ರದರ್ಶಿಸಿದರು. ನಾಟಕವನ್ನು ವೀಕ್ಷಿಸಿದರು. ಕಾಲೇಜಿನ ಪ್ರಾಚಾರ್ಯರಾದ ಡಾ.ಅನಸೂಯ ಅಂಗಡಿ ಮತ್ತು ಐ ಕ್ಯೂ ಎ ಸಿ ಸಂಚಾಲಕರಾದ ಡಿ ಎಸ್ ಸುಜಾತ ಉಪಸ್ಥಿತರಿದ್ದರು. ಸ್ನೇಹ ಭಾರತಿ ಹಳೆ ವಿದ್ಯಾರ್ಥಿನಿಯರ ಸಂಘದ ಅಧ್ಯಕ್ಷರಾದ ಡಾ.ಸಹನಾ ಪಿಂಜಾರ್ ಅವರನ್ನು ಸನ್ಮಾನಿಸಿ ಗೌರವಿಸಲಾಯಿತು. ಈ ಕಾರ್ಯಕ್ರಮದಲ್ಲಿ ಕಾಲೇಜಿನ ಬೋಧಕ ಮತ್ತು ಬೋಧಕೇತರ ಸಿಬ್ಬಂದಿಗಳು ಹಾಗೂ ವಿದ್ಯಾರ್ಥಿನಿ ಯರು ಭಾಗವಹಿಸಿ ನಾಟಕದ ಮಹತ್ವವನ್ನು ತಿಳಿದರು.: [851, 1326, 1111, 1477]
tea-ad[interactable]: [1270, 14, 1503, 286]
voter-title: ಈಶಾನ್ಯ ಶಿಕ್ಷಕರ ಕ್ಷೇತ್ರದ ಮತದಾರರ ಪಟ್ಟಿ ಪರಿಷ್ಕರಣೆ: [438, 2139, 952, 2175]
disha-title-line3: ಸಾರ್ವಜನಿಕರಿಂದ ಅಹವಾಲು ಸ್ವೀಕಾರ.: [1192, 1134, 1446, 1158]
social-group-label: “ಹೊಸಪೇಟೆ ಟೈಮ್ಸ್” ಬಳಗ: [404, 152, 545, 169]
dam-table: [21, 590, 255, 737]
dam-row-label: ಕಳೆದ ವರ್ಷ ನೀರಿನ ಮಟ್ಟ: [26, 719, 121, 733]
cartoon-box: [19, 765, 256, 1076]
